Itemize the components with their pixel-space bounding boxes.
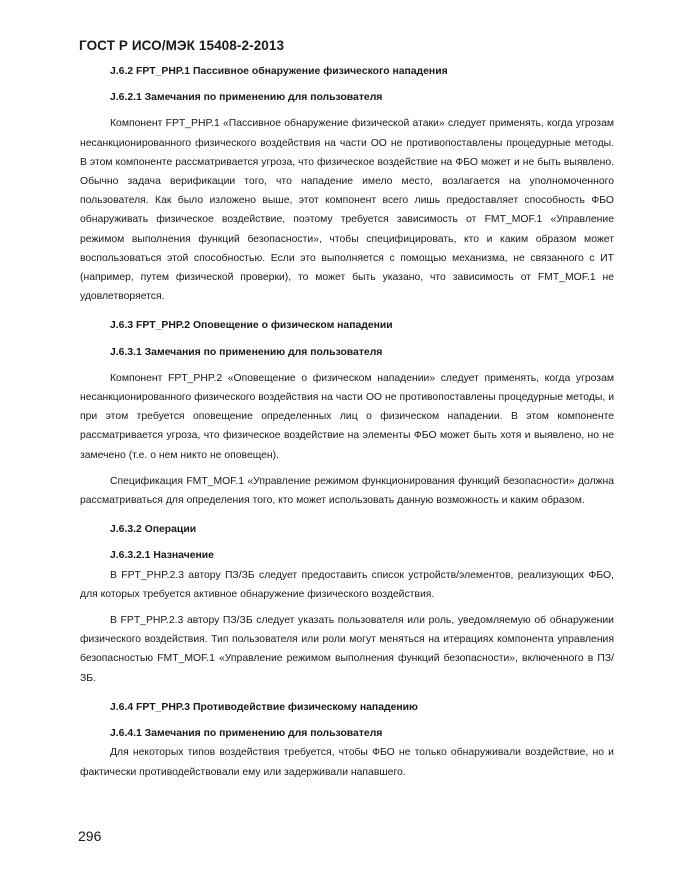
paragraph: В FPT_PHP.2.3 автору ПЗ/ЗБ следует предоставить список устройств/элементов, реализующих ФБО, для которых требуется активное обнаружение физического воздействия. [80,569,614,600]
heading-j641: J.6.4.1 Замечания по применению для пользователя [110,728,383,740]
heading-j62: J.6.2 FPT_PHP.1 Пассивное обнаружение физического нападения [110,66,448,77]
heading-j63: J.6.3 FPT_PHP.2 Оповещение о физическом нападении [110,320,393,332]
paragraph: Для некоторых типов воздействия требуется, чтобы ФБО не только обнаруживали воздействие, но и фактически противодействовали ему или задерживали напавшего. [80,747,614,778]
paragraph: Компонент FPT_PHP.1 «Пассивное обнаружение физической атаки» следует применять, когда угрозам несанкционированного физического воздействия на части ОО не противопоставлены процедурные методы. В этом компоненте рассматривается угроза, что физическое воздействие на ФБО может и не быть выявлено. Обычно задача верификации того, что нападение имело место, возлагается на уполномоченного пользователя. Как было изложено выше, этот компонент всего лишь предоставляет способность ФБО обнаруживать физическое воздействие, поэтому требуется зависимость от FMT_MOF.1 «Управление режимом выполнения функций безопасности», чтобы специфицировать, кто и каким образом может воспользоваться этой способностью. Если это выполняется с помощью механизма, не связанного с ИТ (например, путем физической проверки), то может быть указано, что зависимость от FMT_MOF.1 не удовлетворяется. [80,118,614,303]
page-number: 296 [78,828,102,844]
paragraph: Спецификация FMT_MOF.1 «Управление режимом функционирования функций безопасности» должна рассматриваться для определения того, кто может использовать данную возможность и каким образом. [80,475,614,507]
page-content [80,62,614,782]
standard-header: ГОСТ Р ИСО/МЭК 15408-2-2013 [79,38,285,53]
heading-j64: J.6.4 FPT_PHP.3 Противодействие физическому нападению [110,701,418,713]
heading-j621: J.6.2.1 Замечания по применению для пользователя [110,92,383,104]
paragraph: Компонент FPT_PHP.2 «Оповещение о физическом нападении» следует применять, когда угрозам несанкционированного физического воздействия на части ОО не противопоставлены процедурные методы, и при этом требуется оповещение определенных лиц о физическом нападении. В этом компоненте рассматривается угроза, что физическое воздействие на элементы ФБО может быть хотя и выявлено, но не замечено (т.е. о нем никто не оповещен). [80,372,614,461]
heading-j6321: J.6.3.2.1 Назначение [110,550,214,562]
paragraph: В FPT_PHP.2.3 автору ПЗ/ЗБ следует указать пользователя или роль, уведомляемую об обнаружении физического воздействия. Тип пользователя или роли могут меняться на итерациях компонента управления безопасностью FMT_MOF.1 «Управление режимом выполнения функций безопасности», включенного в ПЗ/ЗБ. [80,615,614,684]
heading-j631: J.6.3.1 Замечания по применению для пользователя [110,346,383,358]
heading-j632: J.6.3.2 Операции [110,524,197,536]
